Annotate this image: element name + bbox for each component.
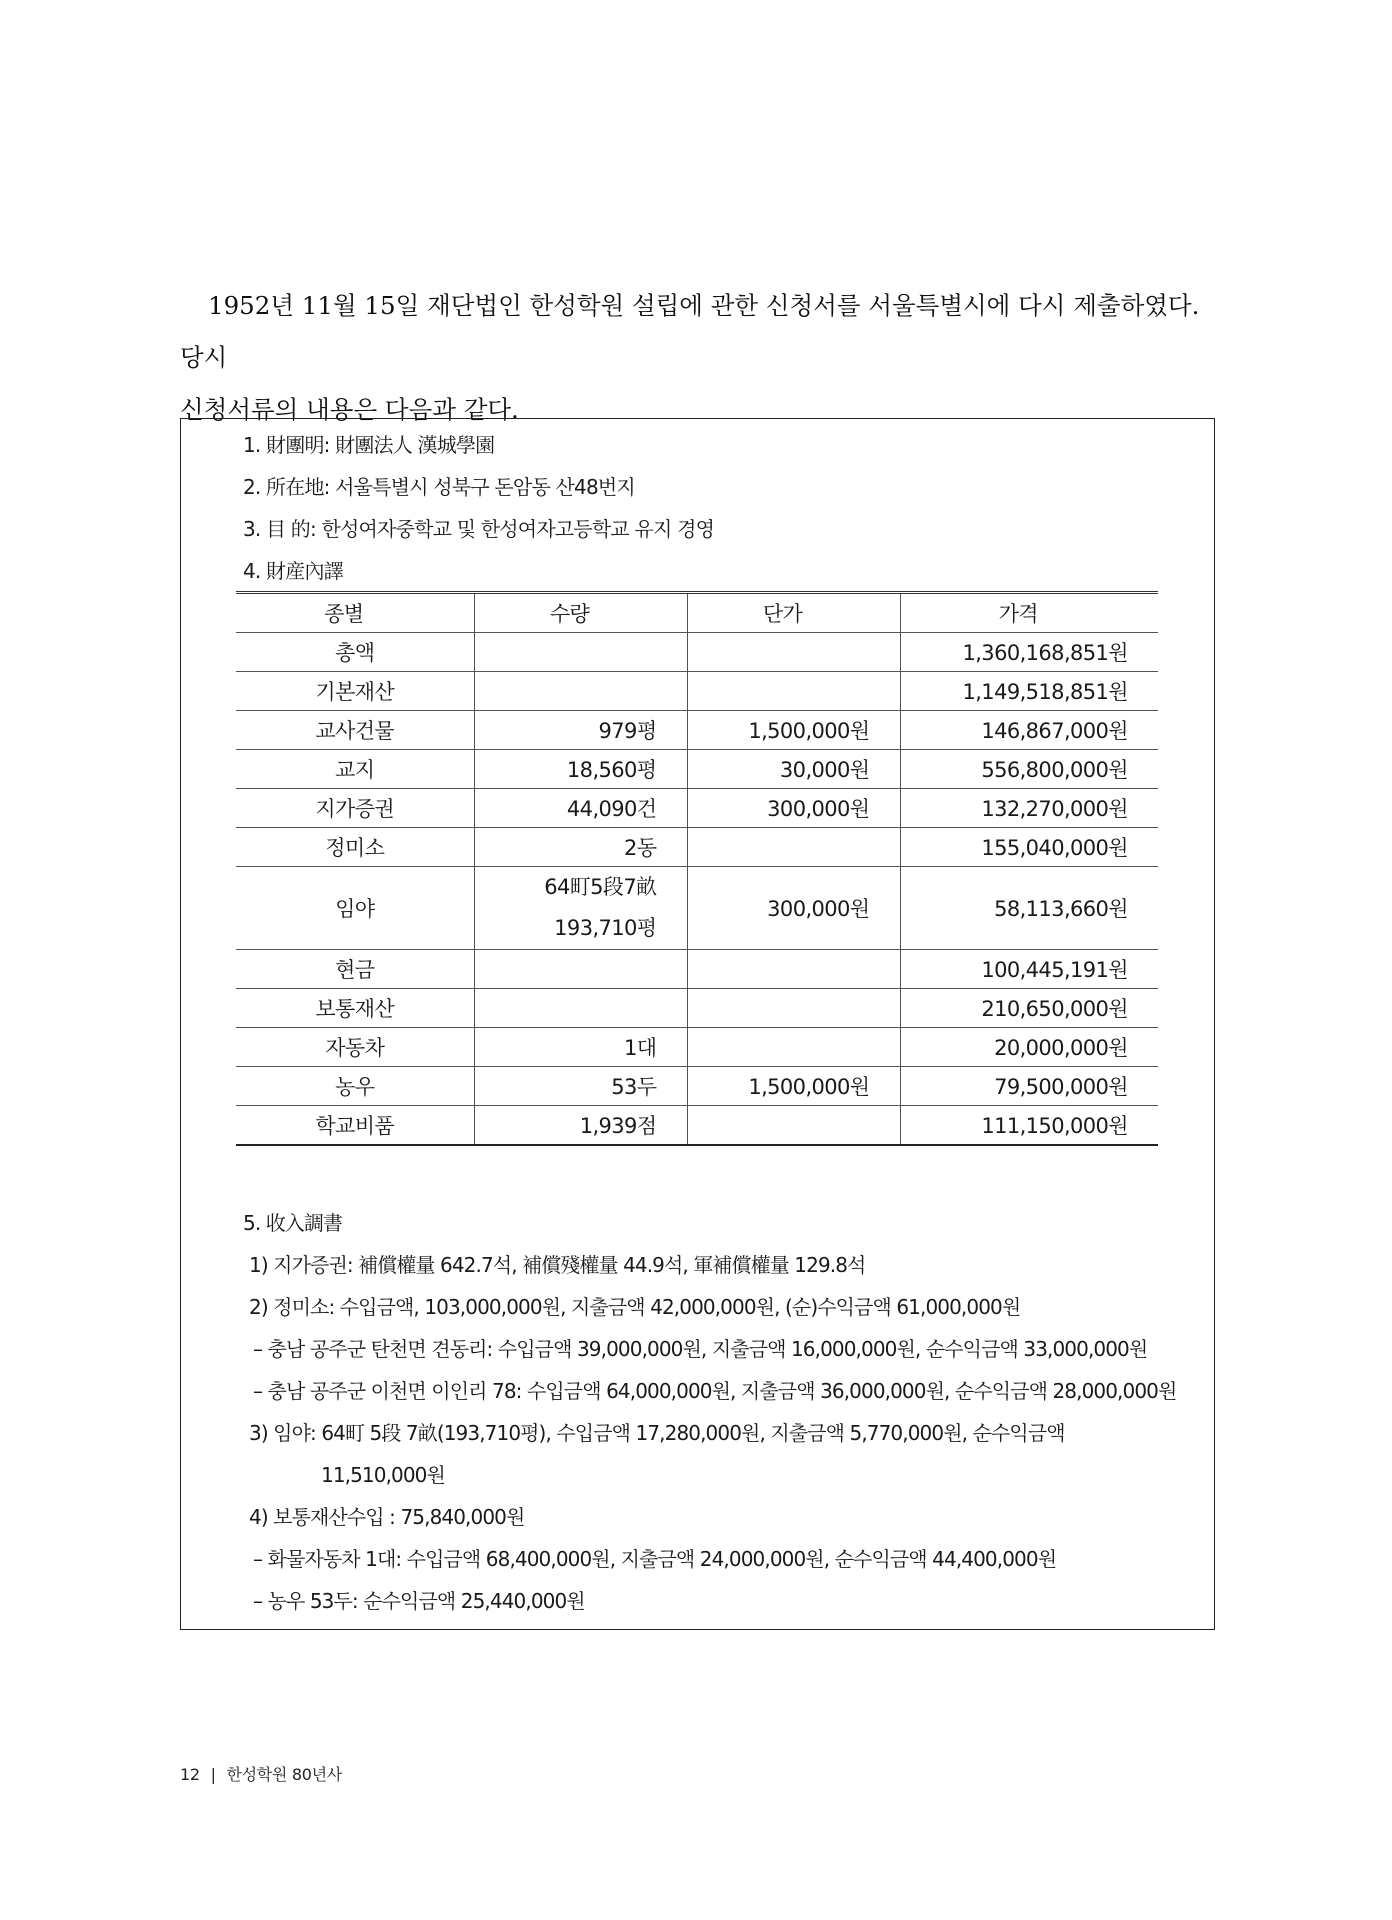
page-footer	[180, 1762, 342, 1785]
income-line: 11,510,000원	[321, 1463, 445, 1487]
cell-unit: 1,500,000원	[687, 1067, 900, 1106]
cell-qty	[474, 672, 687, 711]
cell-kind: 지가증권	[236, 789, 474, 828]
cell-unit: 300,000원	[687, 789, 900, 828]
cell-kind: 임야	[236, 867, 474, 950]
cell-unit: 30,000원	[687, 750, 900, 789]
cell-unit	[687, 1028, 900, 1067]
intro-line: 신청서류의 내용은 다음과 같다.	[180, 395, 519, 424]
cell-qty	[474, 950, 687, 989]
income-line: 2) 정미소: 수입금액, 103,000,000원, 지출금액 42,000,000원, (순)수익금액 61,000,000원	[249, 1295, 1021, 1319]
cell-qty-line: 193,710평	[554, 916, 657, 940]
cell-qty	[474, 867, 687, 950]
cell-qty: 979평	[474, 711, 687, 750]
cell-kind: 자동차	[236, 1028, 474, 1067]
item-purpose: 3. 目 的: 한성여자중학교 및 한성여자고등학교 유지 경영	[243, 517, 715, 541]
table-header-row	[236, 593, 1158, 633]
table-row	[236, 711, 1158, 750]
cell-price: 556,800,000원	[900, 750, 1158, 789]
col-header-quantity: 수량	[474, 593, 687, 633]
cell-unit	[687, 672, 900, 711]
cell-qty	[474, 633, 687, 672]
col-header-price: 가격	[900, 593, 1158, 633]
cell-unit: 1,500,000원	[687, 711, 900, 750]
cell-unit: 300,000원	[687, 867, 900, 950]
cell-qty: 44,090건	[474, 789, 687, 828]
cell-kind: 농우	[236, 1067, 474, 1106]
table-row	[236, 750, 1158, 789]
cell-kind: 교사건물	[236, 711, 474, 750]
cell-qty: 53두	[474, 1067, 687, 1106]
assets-table	[236, 591, 1158, 1146]
table-row	[236, 672, 1158, 711]
page-number: 12	[180, 1765, 200, 1784]
item-assets-title: 4. 財産內譯	[243, 559, 343, 583]
income-line: 3) 임야: 64町 5段 7畝(193,710평), 수입금액 17,280,000원, 지출금액 5,770,000원, 순수익금액	[249, 1421, 1065, 1445]
income-line: – 화물자동차 1대: 수입금액 68,400,000원, 지출금액 24,000,000원, 순수익금액 44,400,000원	[253, 1547, 1057, 1571]
item-foundation-name: 1. 財團明: 財團法人 漢城學園	[243, 433, 495, 457]
cell-price: 1,149,518,851원	[900, 672, 1158, 711]
table-row	[236, 950, 1158, 989]
cell-qty-line: 64町5段7畝	[544, 875, 657, 899]
cell-kind: 기본재산	[236, 672, 474, 711]
cell-unit	[687, 950, 900, 989]
cell-price: 132,270,000원	[900, 789, 1158, 828]
cell-price: 20,000,000원	[900, 1028, 1158, 1067]
table-row	[236, 867, 1158, 950]
cell-kind: 보통재산	[236, 989, 474, 1028]
cell-qty: 1,939점	[474, 1106, 687, 1145]
income-line: – 농우 53두: 순수익금액 25,440,000원	[253, 1589, 585, 1613]
cell-unit	[687, 828, 900, 867]
cell-unit	[687, 633, 900, 672]
cell-kind: 학교비품	[236, 1106, 474, 1145]
cell-qty: 1대	[474, 1028, 687, 1067]
cell-price: 1,360,168,851원	[900, 633, 1158, 672]
item-location: 2. 所在地: 서울특별시 성북구 돈암동 산48번지	[243, 475, 635, 499]
cell-kind: 총액	[236, 633, 474, 672]
cell-kind: 현금	[236, 950, 474, 989]
cell-price: 155,040,000원	[900, 828, 1158, 867]
table-row	[236, 989, 1158, 1028]
income-line: 4) 보통재산수입 : 75,840,000원	[249, 1505, 525, 1529]
table-row	[236, 1028, 1158, 1067]
intro-paragraph	[180, 280, 1220, 436]
table-row	[236, 1067, 1158, 1106]
cell-price: 58,113,660원	[900, 867, 1158, 950]
income-line: 1) 지가증권: 補償權量 642.7석, 補償殘權量 44.9석, 軍補償權量 129.8석	[249, 1253, 866, 1277]
cell-unit	[687, 989, 900, 1028]
cell-unit	[687, 1106, 900, 1145]
cell-kind: 정미소	[236, 828, 474, 867]
cell-kind: 교지	[236, 750, 474, 789]
income-title: 5. 收入調書	[243, 1211, 343, 1235]
cell-price: 111,150,000원	[900, 1106, 1158, 1145]
col-header-kind: 종별	[236, 593, 474, 633]
cell-qty	[474, 989, 687, 1028]
col-header-unit-price: 단가	[687, 593, 900, 633]
table-row	[236, 633, 1158, 672]
cell-price: 210,650,000원	[900, 989, 1158, 1028]
table-row	[236, 1106, 1158, 1145]
cell-price: 146,867,000원	[900, 711, 1158, 750]
table-row	[236, 828, 1158, 867]
application-box	[180, 418, 1215, 1630]
footer-separator: |	[210, 1765, 216, 1784]
cell-qty: 18,560평	[474, 750, 687, 789]
cell-price: 100,445,191원	[900, 950, 1158, 989]
table-row	[236, 789, 1158, 828]
book-title: 한성학원 80년사	[226, 1765, 342, 1784]
income-line: – 충남 공주군 이천면 이인리 78: 수입금액 64,000,000원, 지출금액 36,000,000원, 순수익금액 28,000,000원	[253, 1379, 1177, 1403]
cell-qty: 2동	[474, 828, 687, 867]
cell-price: 79,500,000원	[900, 1067, 1158, 1106]
intro-line: 1952년 11월 15일 재단법인 한성학원 설립에 관한 신청서를 서울특별시에 다시 제출하였다. 당시	[180, 291, 1200, 372]
income-line: – 충남 공주군 탄천면 견동리: 수입금액 39,000,000원, 지출금액 16,000,000원, 순수익금액 33,000,000원	[253, 1337, 1148, 1361]
